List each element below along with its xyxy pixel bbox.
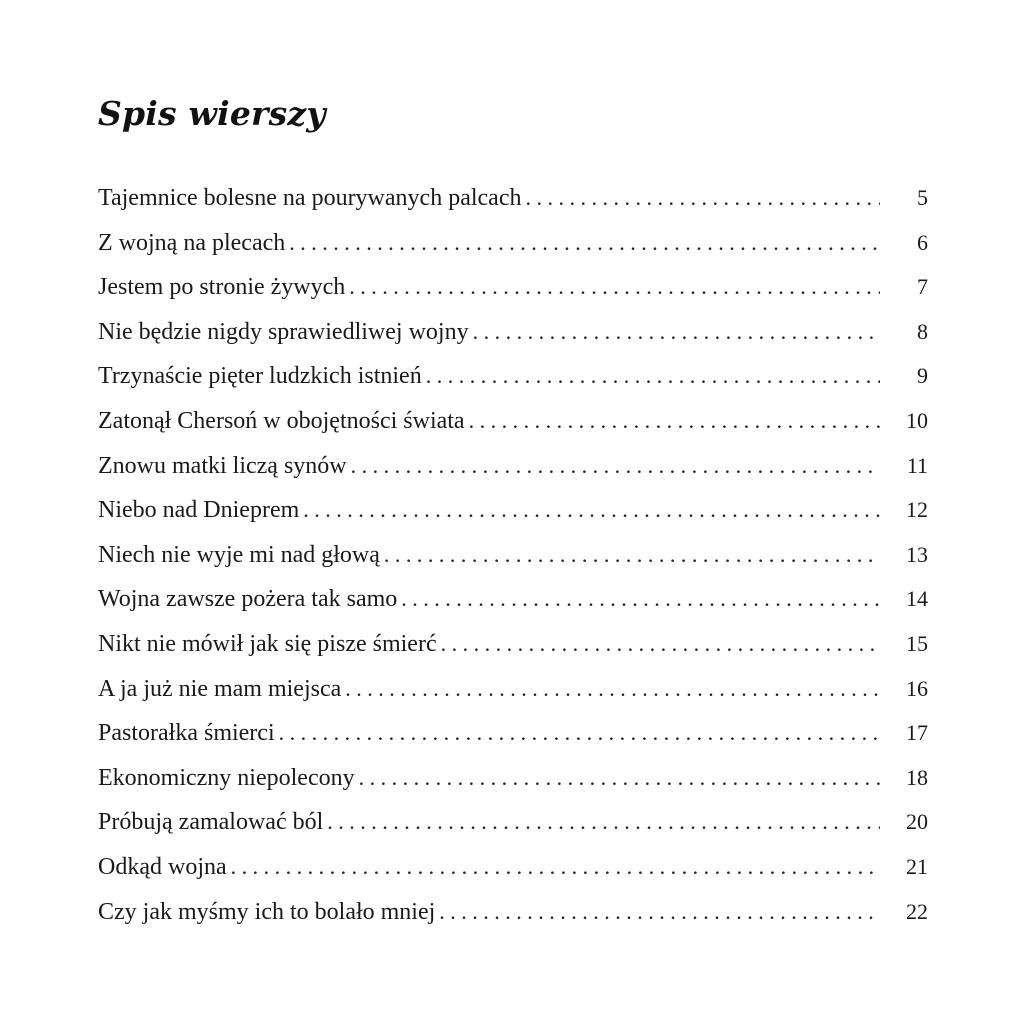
toc-page-number: 7 xyxy=(917,274,928,300)
dot-leader xyxy=(327,800,880,845)
dot-leader xyxy=(231,845,880,890)
toc-entry-title: Tajemnice bolesne na pourywanych palcach xyxy=(98,185,522,211)
dot-leader xyxy=(384,533,880,578)
toc-entry-title: Nie będzie nigdy sprawiedliwej wojny xyxy=(98,318,469,345)
toc-page-number: 17 xyxy=(906,720,928,746)
toc-entry-title: Niech nie wyje mi nad głową xyxy=(98,541,380,568)
toc-entry-title: Wojna zawsze pożera tak samo xyxy=(98,586,398,613)
toc-page-number: 18 xyxy=(906,764,928,790)
toc-entry-title: Próbują zamalować ból xyxy=(98,809,324,836)
toc-page-number: 6 xyxy=(917,229,928,255)
toc-page-number: 5 xyxy=(917,185,928,210)
dot-leader xyxy=(469,399,880,444)
toc-entry xyxy=(98,310,928,355)
dot-leader xyxy=(289,221,880,266)
toc-entry xyxy=(98,890,928,935)
dot-leader xyxy=(473,310,880,355)
toc-page-number: 10 xyxy=(906,407,928,433)
dot-leader xyxy=(345,667,880,712)
toc-page-number: 8 xyxy=(917,318,928,344)
toc-entry xyxy=(98,533,928,578)
dot-leader xyxy=(441,622,880,667)
dot-leader xyxy=(359,756,880,801)
toc-page-number: 13 xyxy=(906,541,928,567)
toc-entry-title: Niebo nad Dnieprem xyxy=(98,497,300,524)
dot-leader xyxy=(279,711,880,756)
toc-entry-title: Znowu matki liczą synów xyxy=(98,452,347,479)
toc-entry xyxy=(98,711,928,756)
toc-entry xyxy=(98,221,928,266)
toc-entry xyxy=(98,667,928,712)
dot-leader xyxy=(525,176,880,221)
toc-entry-title: Odkąd wojna xyxy=(98,853,227,880)
toc-page-number: 20 xyxy=(906,809,928,835)
dot-leader xyxy=(439,890,880,935)
toc-entry xyxy=(98,265,928,310)
toc-entry xyxy=(98,756,928,801)
toc-entry-title: Z wojną na plecach xyxy=(98,229,286,256)
dot-leader xyxy=(303,488,880,533)
toc-entry xyxy=(98,176,928,221)
dot-leader xyxy=(349,265,880,310)
toc-entry xyxy=(98,622,928,667)
toc-entry xyxy=(98,577,928,622)
toc-page-number: 15 xyxy=(906,630,928,656)
dot-leader xyxy=(351,444,880,489)
toc-entry xyxy=(98,444,928,489)
toc-page-number: 11 xyxy=(906,452,928,478)
toc-page-number: 14 xyxy=(906,586,928,612)
table-of-contents xyxy=(98,176,928,934)
toc-entry-title: Zatonął Chersoń w obojętności świata xyxy=(98,407,465,434)
toc-entry xyxy=(98,800,928,845)
toc-entry xyxy=(98,399,928,444)
dot-leader xyxy=(401,577,880,622)
toc-entry xyxy=(98,488,928,533)
toc-entry-title: A ja już nie mam miejsca xyxy=(98,675,342,702)
toc-page-number: 21 xyxy=(906,853,928,879)
toc-page-number: 9 xyxy=(917,363,928,389)
toc-entry xyxy=(98,845,928,890)
toc-entry-title: Nikt nie mówił jak się pisze śmierć xyxy=(98,630,437,657)
toc-entry-title: Czy jak myśmy ich to bolało mniej xyxy=(98,898,436,925)
toc-entry-title: Ekonomiczny niepolecony xyxy=(98,764,355,791)
toc-entry xyxy=(98,354,928,399)
page-title: Spis wierszy xyxy=(98,94,326,133)
toc-page-number: 16 xyxy=(906,675,928,701)
toc-page-number: 12 xyxy=(906,497,928,523)
toc-entry-title: Jestem po stronie żywych xyxy=(98,274,346,301)
dot-leader xyxy=(426,354,880,399)
toc-page-number: 22 xyxy=(906,898,928,924)
toc-entry-title: Pastorałka śmierci xyxy=(98,720,275,747)
toc-entry-title: Trzynaście pięter ludzkich istnień xyxy=(98,363,422,390)
